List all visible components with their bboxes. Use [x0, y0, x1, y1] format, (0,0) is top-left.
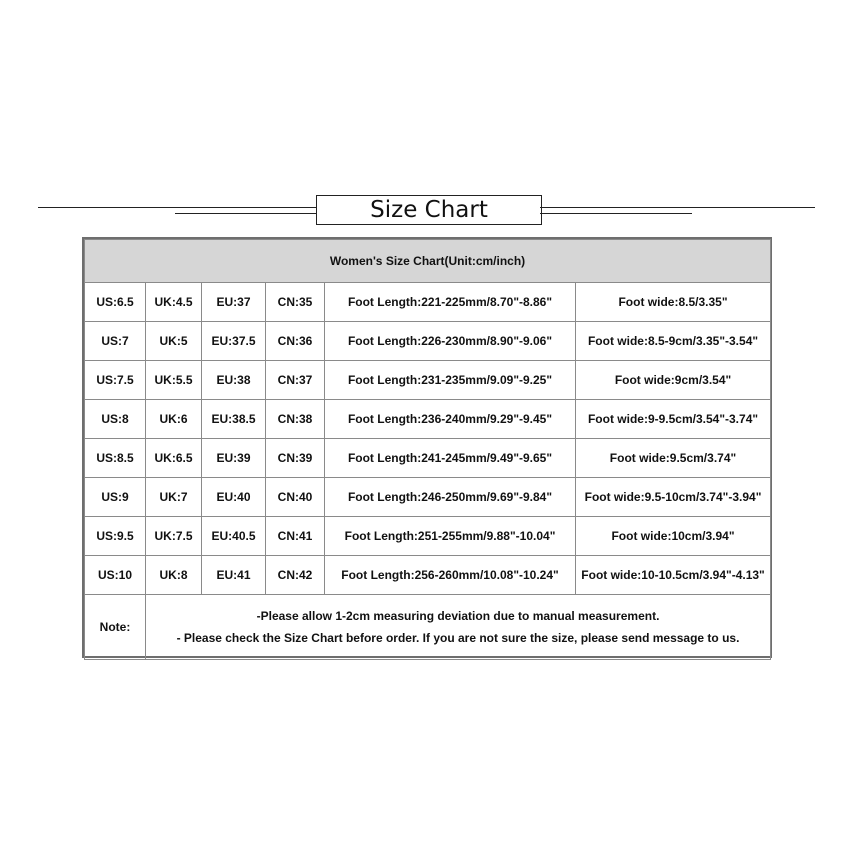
table-header: Women's Size Chart(Unit:cm/inch): [85, 240, 771, 283]
us-size-cell: US:8.5: [85, 439, 146, 478]
note-line-2: - Please check the Size Chart before order. If you are not sure the size, please send message to us.: [176, 631, 740, 645]
uk-size-cell: UK:6.5: [146, 439, 202, 478]
eu-size-cell: EU:38: [202, 361, 266, 400]
page-title: Size Chart: [370, 197, 488, 223]
foot-length-cell: Foot Length:221-225mm/8.70"-8.86": [325, 283, 576, 322]
table-row: [85, 322, 771, 361]
foot-length-cell: Foot Length:236-240mm/9.29"-9.45": [325, 400, 576, 439]
cn-size-cell: CN:39: [266, 439, 325, 478]
uk-size-cell: UK:7.5: [146, 517, 202, 556]
title-box: [316, 195, 542, 225]
us-size-cell: US:9: [85, 478, 146, 517]
cn-size-cell: CN:42: [266, 556, 325, 595]
note-line-1: -Please allow 1-2cm measuring deviation due to manual measurement.: [256, 609, 660, 623]
cn-size-cell: CN:37: [266, 361, 325, 400]
foot-wide-cell: Foot wide:9.5cm/3.74": [576, 439, 771, 478]
foot-wide-cell: Foot wide:10-10.5cm/3.94"-4.13": [576, 556, 771, 595]
eu-size-cell: EU:37.5: [202, 322, 266, 361]
foot-wide-cell: Foot wide:9-9.5cm/3.54"-3.74": [576, 400, 771, 439]
note-text: [146, 595, 771, 660]
title-rule-left-short: [175, 213, 316, 214]
table-header-row: [85, 240, 771, 283]
eu-size-cell: EU:40.5: [202, 517, 266, 556]
title-rule-left-long: [38, 207, 316, 208]
table-row: [85, 439, 771, 478]
us-size-cell: US:9.5: [85, 517, 146, 556]
eu-size-cell: EU:38.5: [202, 400, 266, 439]
us-size-cell: US:10: [85, 556, 146, 595]
size-chart-table-frame: [82, 237, 772, 658]
foot-wide-cell: Foot wide:9cm/3.54": [576, 361, 771, 400]
us-size-cell: US:7.5: [85, 361, 146, 400]
foot-length-cell: Foot Length:231-235mm/9.09"-9.25": [325, 361, 576, 400]
foot-length-cell: Foot Length:226-230mm/8.90"-9.06": [325, 322, 576, 361]
eu-size-cell: EU:40: [202, 478, 266, 517]
foot-wide-cell: Foot wide:9.5-10cm/3.74"-3.94": [576, 478, 771, 517]
foot-length-cell: Foot Length:246-250mm/9.69"-9.84": [325, 478, 576, 517]
cn-size-cell: CN:36: [266, 322, 325, 361]
foot-length-cell: Foot Length:241-245mm/9.49"-9.65": [325, 439, 576, 478]
title-rule-right-long: [540, 207, 815, 208]
size-chart-table: [84, 239, 771, 660]
foot-length-cell: Foot Length:251-255mm/9.88"-10.04": [325, 517, 576, 556]
eu-size-cell: EU:37: [202, 283, 266, 322]
cn-size-cell: CN:40: [266, 478, 325, 517]
us-size-cell: US:7: [85, 322, 146, 361]
uk-size-cell: UK:5: [146, 322, 202, 361]
eu-size-cell: EU:41: [202, 556, 266, 595]
table-row: [85, 556, 771, 595]
uk-size-cell: UK:7: [146, 478, 202, 517]
cn-size-cell: CN:35: [266, 283, 325, 322]
foot-wide-cell: Foot wide:10cm/3.94": [576, 517, 771, 556]
cn-size-cell: CN:41: [266, 517, 325, 556]
uk-size-cell: UK:8: [146, 556, 202, 595]
us-size-cell: US:8: [85, 400, 146, 439]
table-row: [85, 361, 771, 400]
eu-size-cell: EU:39: [202, 439, 266, 478]
title-banner: [0, 0, 856, 240]
uk-size-cell: UK:4.5: [146, 283, 202, 322]
table-row: [85, 400, 771, 439]
note-row: [85, 595, 771, 660]
foot-wide-cell: Foot wide:8.5-9cm/3.35"-3.54": [576, 322, 771, 361]
foot-length-cell: Foot Length:256-260mm/10.08"-10.24": [325, 556, 576, 595]
title-rule-right-short: [540, 213, 692, 214]
table-row: [85, 517, 771, 556]
cn-size-cell: CN:38: [266, 400, 325, 439]
us-size-cell: US:6.5: [85, 283, 146, 322]
table-row: [85, 478, 771, 517]
note-label: Note:: [85, 595, 146, 660]
uk-size-cell: UK:5.5: [146, 361, 202, 400]
uk-size-cell: UK:6: [146, 400, 202, 439]
foot-wide-cell: Foot wide:8.5/3.35": [576, 283, 771, 322]
table-row: [85, 283, 771, 322]
